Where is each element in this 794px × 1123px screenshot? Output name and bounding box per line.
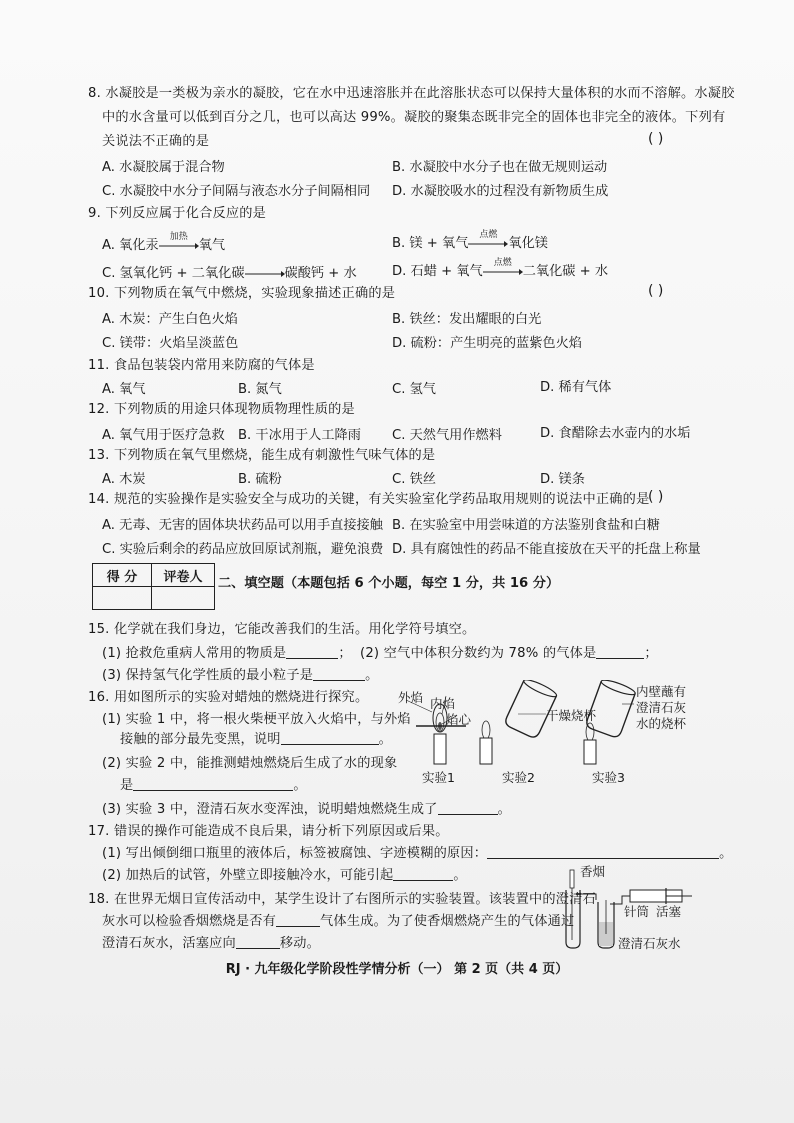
smoke-apparatus-figure [556,862,696,952]
q10-answer-paren: ( ) [648,283,664,299]
q16-part-2a: (2) 实验 2 中，能推测蜡烛燃烧后生成了水的现象 [102,756,398,771]
q11-option-c: C. 氢气 [392,382,436,397]
q11-option-a: A. 氧气 [102,382,146,397]
q13-option-a: A. 木炭 [102,472,146,487]
q9-stem: 9. 下列反应属于化合反应的是 [88,206,267,221]
q18-line-3: 澄清石灰水，活塞应向 移动。 [102,936,321,951]
label-outer-flame: 外焰 [398,690,424,705]
score-table [92,563,215,610]
q12-option-a: A. 氧气用于医疗急救 [102,428,225,443]
q14-option-a: A. 无毒、无害的固体块状药品可以用手直接接触 [102,518,383,533]
q10-option-c: C. 镁带：火焰呈淡蓝色 [102,336,239,351]
q10-option-b: B. 铁丝：发出耀眼的白光 [392,312,542,327]
q10-option-a: A. 木炭：产生白色火焰 [102,312,238,327]
answer-blank[interactable] [133,776,293,791]
candle-experiments-figure [396,680,686,790]
section-two-title: 二、填空题（本题包括 6 个小题，每空 1 分，共 16 分） [218,576,560,591]
answer-blank[interactable] [276,912,320,927]
q9-option-b: B. 镁 + 氧气 点燃 氧化镁 [392,230,548,251]
q18-line-2: 灰水可以检验香烟燃烧是否有 气体生成。为了使香烟燃烧产生的气体通过 [102,914,575,929]
q18-line-1: 18. 在世界无烟日宣传活动中，某学生设计了右图所示的实验装置。该装置中的澄清石 [88,892,596,907]
q12-option-c: C. 天然气用作燃料 [392,428,502,443]
q13-option-c: C. 铁丝 [392,472,436,487]
answer-blank[interactable] [596,644,644,659]
label-limewater-beaker-1: 内壁蘸有 [636,684,687,699]
q8-option-d: D. 水凝胶吸水的过程没有新物质生成 [392,184,609,199]
q8-line-2: 中的水含量可以低到百分之几，也可以高达 99%。凝胶的聚集态既非完全的固体也非完全的液体。下列有 [102,110,726,125]
q12-stem: 12. 下列物质的用途只体现物质物理性质的是 [88,402,355,417]
q8-option-a: A. 水凝胶属于混合物 [102,160,225,175]
answer-blank[interactable] [393,866,453,881]
answer-blank[interactable] [236,934,280,949]
q14-option-b: B. 在实验室中用尝味道的方法鉴别食盐和白糖 [392,518,660,533]
q12-option-b: B. 干冰用于人工降雨 [238,428,361,443]
answer-blank[interactable] [281,730,379,745]
label-experiment-2: 实验2 [502,770,535,785]
reaction-arrow-icon: 点燃 [468,236,508,250]
q17-part-1: (1) 写出倾倒细口瓶里的液体后，标签被腐蚀、字迹模糊的原因： 。 [102,846,733,861]
label-dry-beaker: 干燥烧杯 [546,708,597,723]
q16-part-1a: (1) 实验 1 中，将一根火柴梗平放入火焰中，与外焰 [102,712,411,727]
q10-option-d: D. 硫粉：产生明亮的蓝紫色火焰 [392,336,582,351]
q16-part-1b: 接触的部分最先变黑，说明 。 [120,732,393,747]
q8-option-c: C. 水凝胶中水分子间隔与液态水分子间隔相同 [102,184,371,199]
label-inner-flame: 内焰 [430,696,456,711]
reaction-arrow-icon: 点燃 [483,264,523,278]
q15-part-1: (1) 抢救危重病人常用的物质是 ； [102,646,352,661]
q16-part-3: (3) 实验 3 中，澄清石灰水变浑浊，说明蜡烛燃烧生成了 。 [102,802,511,817]
q14-option-c: C. 实验后剩余的药品应放回原试剂瓶，避免浪费 [102,542,384,557]
score-header: 得 分 [93,564,152,587]
q17-part-2: (2) 加热后的试管，外壁立即接触冷水，可能引起 。 [102,868,467,883]
q9-option-d: D. 石蜡 + 氧气 点燃 二氧化碳 + 水 [392,258,609,279]
q11-stem: 11. 食品包装袋内常用来防腐的气体是 [88,358,315,373]
reaction-arrow-icon [245,266,285,280]
score-cell [93,587,152,610]
grader-header: 评卷人 [152,564,215,587]
q9-option-c: C. 氢氧化钙 + 二氧化碳 碳酸钙 + 水 [102,266,357,281]
q8-option-b: B. 水凝胶中水分子也在做无规则运动 [392,160,608,175]
q13-stem: 13. 下列物质在氧气里燃烧，能生成有刺激性气味气体的是 [88,448,436,463]
label-limewater: 澄清石灰水 [618,936,681,951]
q15-part-2: (2) 空气中体积分数约为 78% 的气体是 ； [360,646,658,661]
q15-stem: 15. 化学就在我们身边，它能改善我们的生活。用化学符号填空。 [88,622,476,637]
q10-stem: 10. 下列物质在氧气中燃烧，实验现象描述正确的是 [88,286,396,301]
q14-answer-paren: ( ) [648,489,664,505]
q16-part-2b: 是 。 [120,778,307,793]
q14-stem: 14. 规范的实验操作是实验安全与成功的关键，有关实验室化学药品取用规则的说法中正确的是 [88,492,650,507]
label-syringe: 针筒 [624,904,650,919]
label-experiment-3: 实验3 [592,770,625,785]
q13-option-b: B. 硫粉 [238,472,282,487]
q8-line-3: 关说法不正确的是 [102,134,210,149]
q8-answer-paren: ( ) [648,131,664,147]
q13-option-d: D. 镁条 [540,472,585,487]
q11-option-d: D. 稀有气体 [540,380,612,395]
page-footer: RJ · 九年级化学阶段性学情分析（一） 第 2 页（共 4 页） [225,962,569,977]
label-limewater-beaker-2: 澄清石灰 [636,700,687,715]
label-piston: 活塞 [656,904,682,919]
label-cigarette: 香烟 [580,864,606,879]
label-flame-core: 焰心 [446,712,472,727]
q11-option-b: B. 氮气 [238,382,282,397]
answer-blank[interactable] [313,666,365,681]
q16-stem: 16. 用如图所示的实验对蜡烛的燃烧进行探究。 [88,690,369,705]
q12-option-d: D. 食醋除去水壶内的水垢 [540,426,691,441]
answer-blank[interactable] [438,800,498,815]
grader-cell [152,587,215,610]
answer-blank[interactable] [487,844,719,859]
q8-line-1: 8. 水凝胶是一类极为亲水的凝胶，它在水中迅速溶胀并在此溶胀状态可以保持大量体积的水而不溶解。水凝胶 [88,86,735,101]
label-limewater-beaker-3: 水的烧杯 [636,716,687,731]
q9-option-a: A. 氧化汞 加热 氧气 [102,232,226,253]
q17-stem: 17. 错误的操作可能造成不良后果，请分析下列原因或后果。 [88,824,449,839]
label-experiment-1: 实验1 [422,770,455,785]
reaction-arrow-icon: 加热 [159,238,199,252]
q15-part-3: (3) 保持氢气化学性质的最小粒子是 。 [102,668,379,683]
q14-option-d: D. 具有腐蚀性的药品不能直接放在天平的托盘上称量 [392,542,701,557]
answer-blank[interactable] [286,644,338,659]
